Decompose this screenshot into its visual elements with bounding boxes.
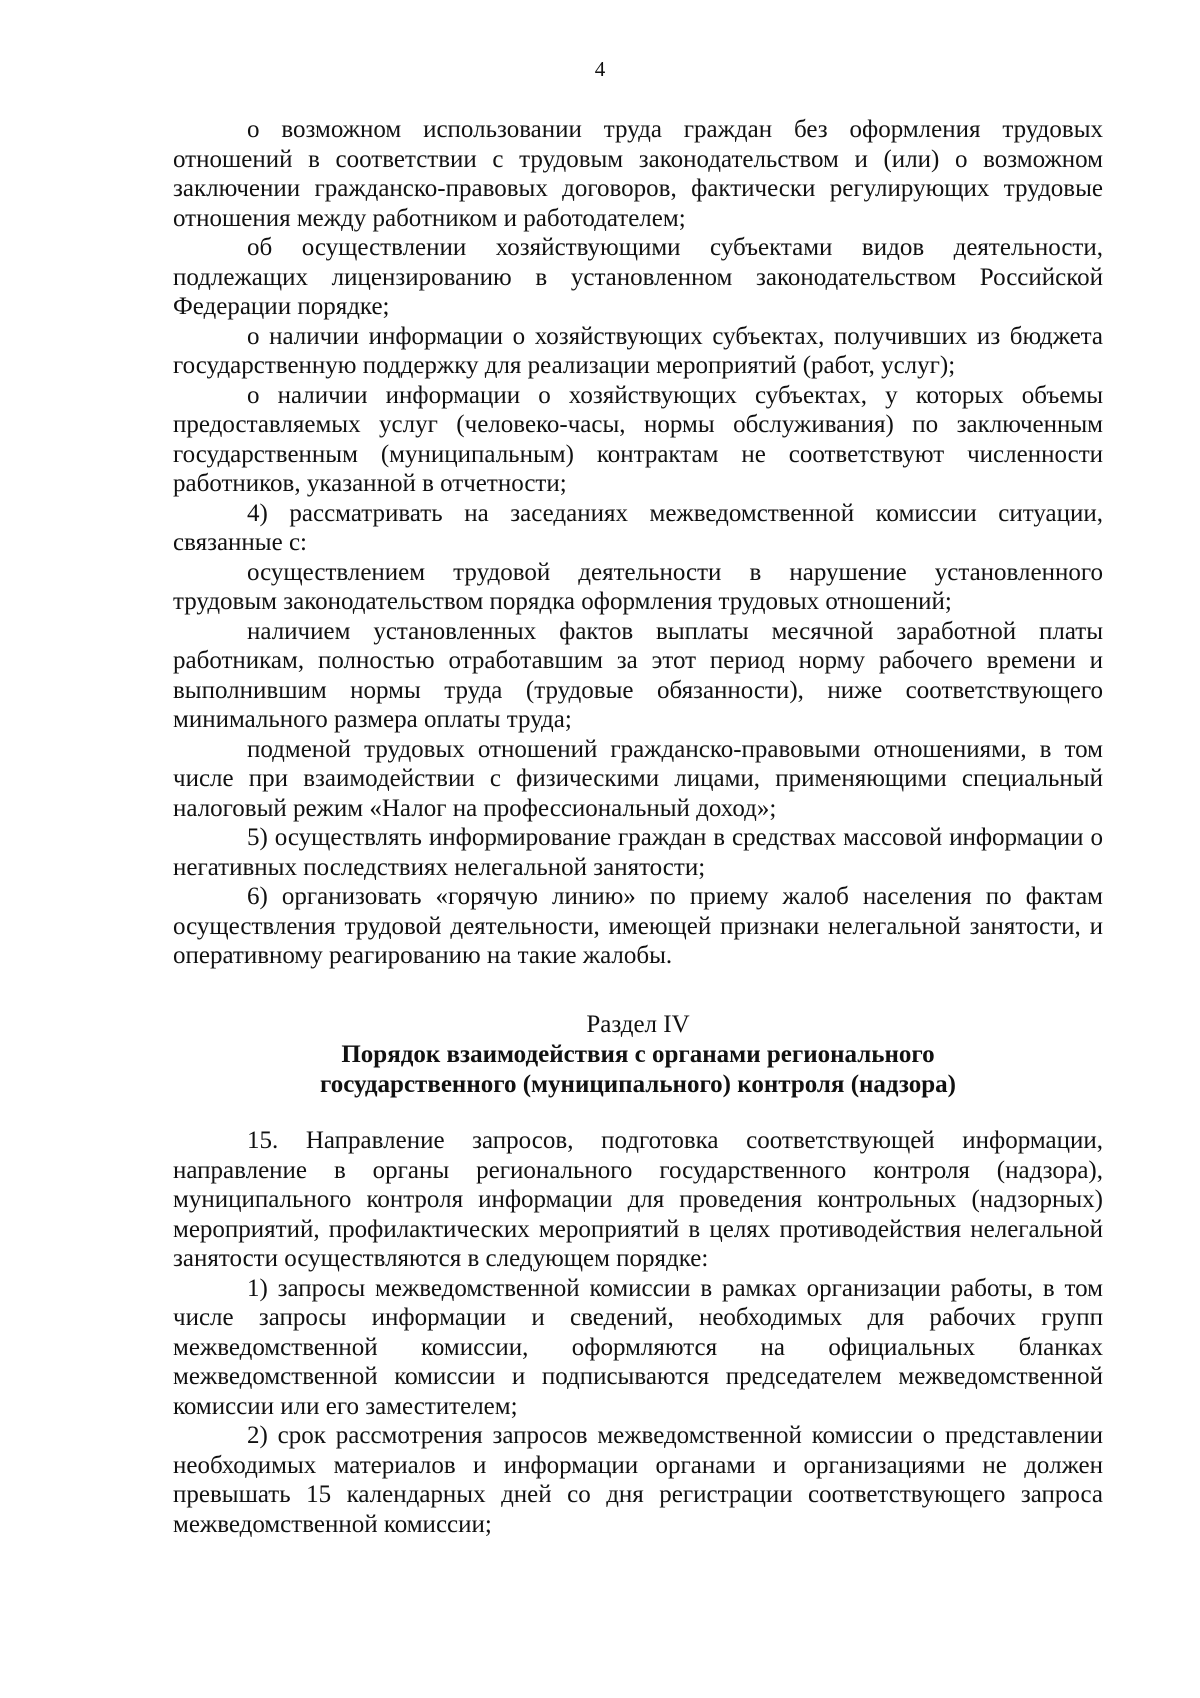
paragraph: об осуществлении хозяйствующими субъектами видов деятельности, подлежащих лицензированию в установленном законодательством Российской Федерации порядке; (173, 234, 1103, 320)
section-title-line-2: государственного (муниципального) контроля (надзора) (319, 1071, 957, 1098)
paragraph: 1) запросы межведомственной комиссии в рамках организации работы, в том числе запросы информации и сведений, необходимых для рабочих групп межведомственной комиссии, оформляются на официальных бланках межведомственной комиссии и подписываются председателем межведомственной комиссии или его заместителем; (173, 1274, 1103, 1420)
body-text-before-section (173, 115, 1103, 971)
paragraph: наличием установленных фактов выплаты месячной заработной платы работникам, полностью отработавшим за этот период норму рабочего времени и выполнившим нормы труда (трудовые обязанности), ниже соответствующего минимального размера оплаты труда; (173, 617, 1103, 733)
section-number: Раздел IV (586, 1011, 690, 1038)
body-text-after-section (173, 1126, 1103, 1539)
paragraph: осуществлением трудовой деятельности в нарушение установленного трудовым законодательством порядка оформления трудовых отношений; (173, 558, 1103, 615)
paragraph: о наличии информации о хозяйствующих субъектах, получивших из бюджета государственную поддержку для реализации мероприятий (работ, услуг); (173, 322, 1103, 379)
page-number: 4 (594, 57, 606, 81)
paragraph: подменой трудовых отношений гражданско-правовыми отношениями, в том числе при взаимодействии с физическими лицами, применяющими специальный налоговый режим «Налог на профессиональный доход»; (173, 735, 1103, 822)
paragraph: о возможном использовании труда граждан без оформления трудовых отношений в соответствии с трудовым законодательством и (или) о возможном заключении гражданско-правовых договоров, фактически регулирующих трудовые отношения между работником и работодателем; (173, 116, 1103, 232)
paragraph: 4) рассматривать на заседаниях межведомственной комиссии ситуации, связанные с: (173, 499, 1103, 556)
paragraph: 2) срок рассмотрения запросов межведомственной комиссии о представлении необходимых материалов и информации органами и организациями не должен превышать 15 календарных дней со дня регистрации соответствующего запроса межведомственной комиссии; (173, 1422, 1103, 1538)
paragraph: 6) организовать «горячую линию» по приему жалоб населения по фактам осуществления трудовой деятельности, имеющей признаки нелегальной занятости, и оперативному реагированию на такие жалобы. (173, 883, 1103, 969)
paragraph: 15. Направление запросов, подготовка соответствующей информации, направление в органы регионального государственного контроля (надзора), муниципального контроля информации для проведения контрольных (надзорных) мероприятий, профилактических мероприятий в целях противодействия нелегальной занятости осуществляются в следующем порядке: (173, 1127, 1103, 1272)
section-heading (173, 1010, 1103, 1100)
paragraph: 5) осуществлять информирование граждан в средствах массовой информации о негативных последствиях нелегальной занятости; (173, 824, 1103, 881)
paragraph: о наличии информации о хозяйствующих субъектах, у которых объемы предоставляемых услуг (человеко-часы, нормы обслуживания) по заключенным государственным (муниципальным) контрактам не соответствуют численности работников, указанной в отчетности; (173, 381, 1103, 497)
section-title-line-1: Порядок взаимодействия с органами регионального (341, 1041, 935, 1068)
